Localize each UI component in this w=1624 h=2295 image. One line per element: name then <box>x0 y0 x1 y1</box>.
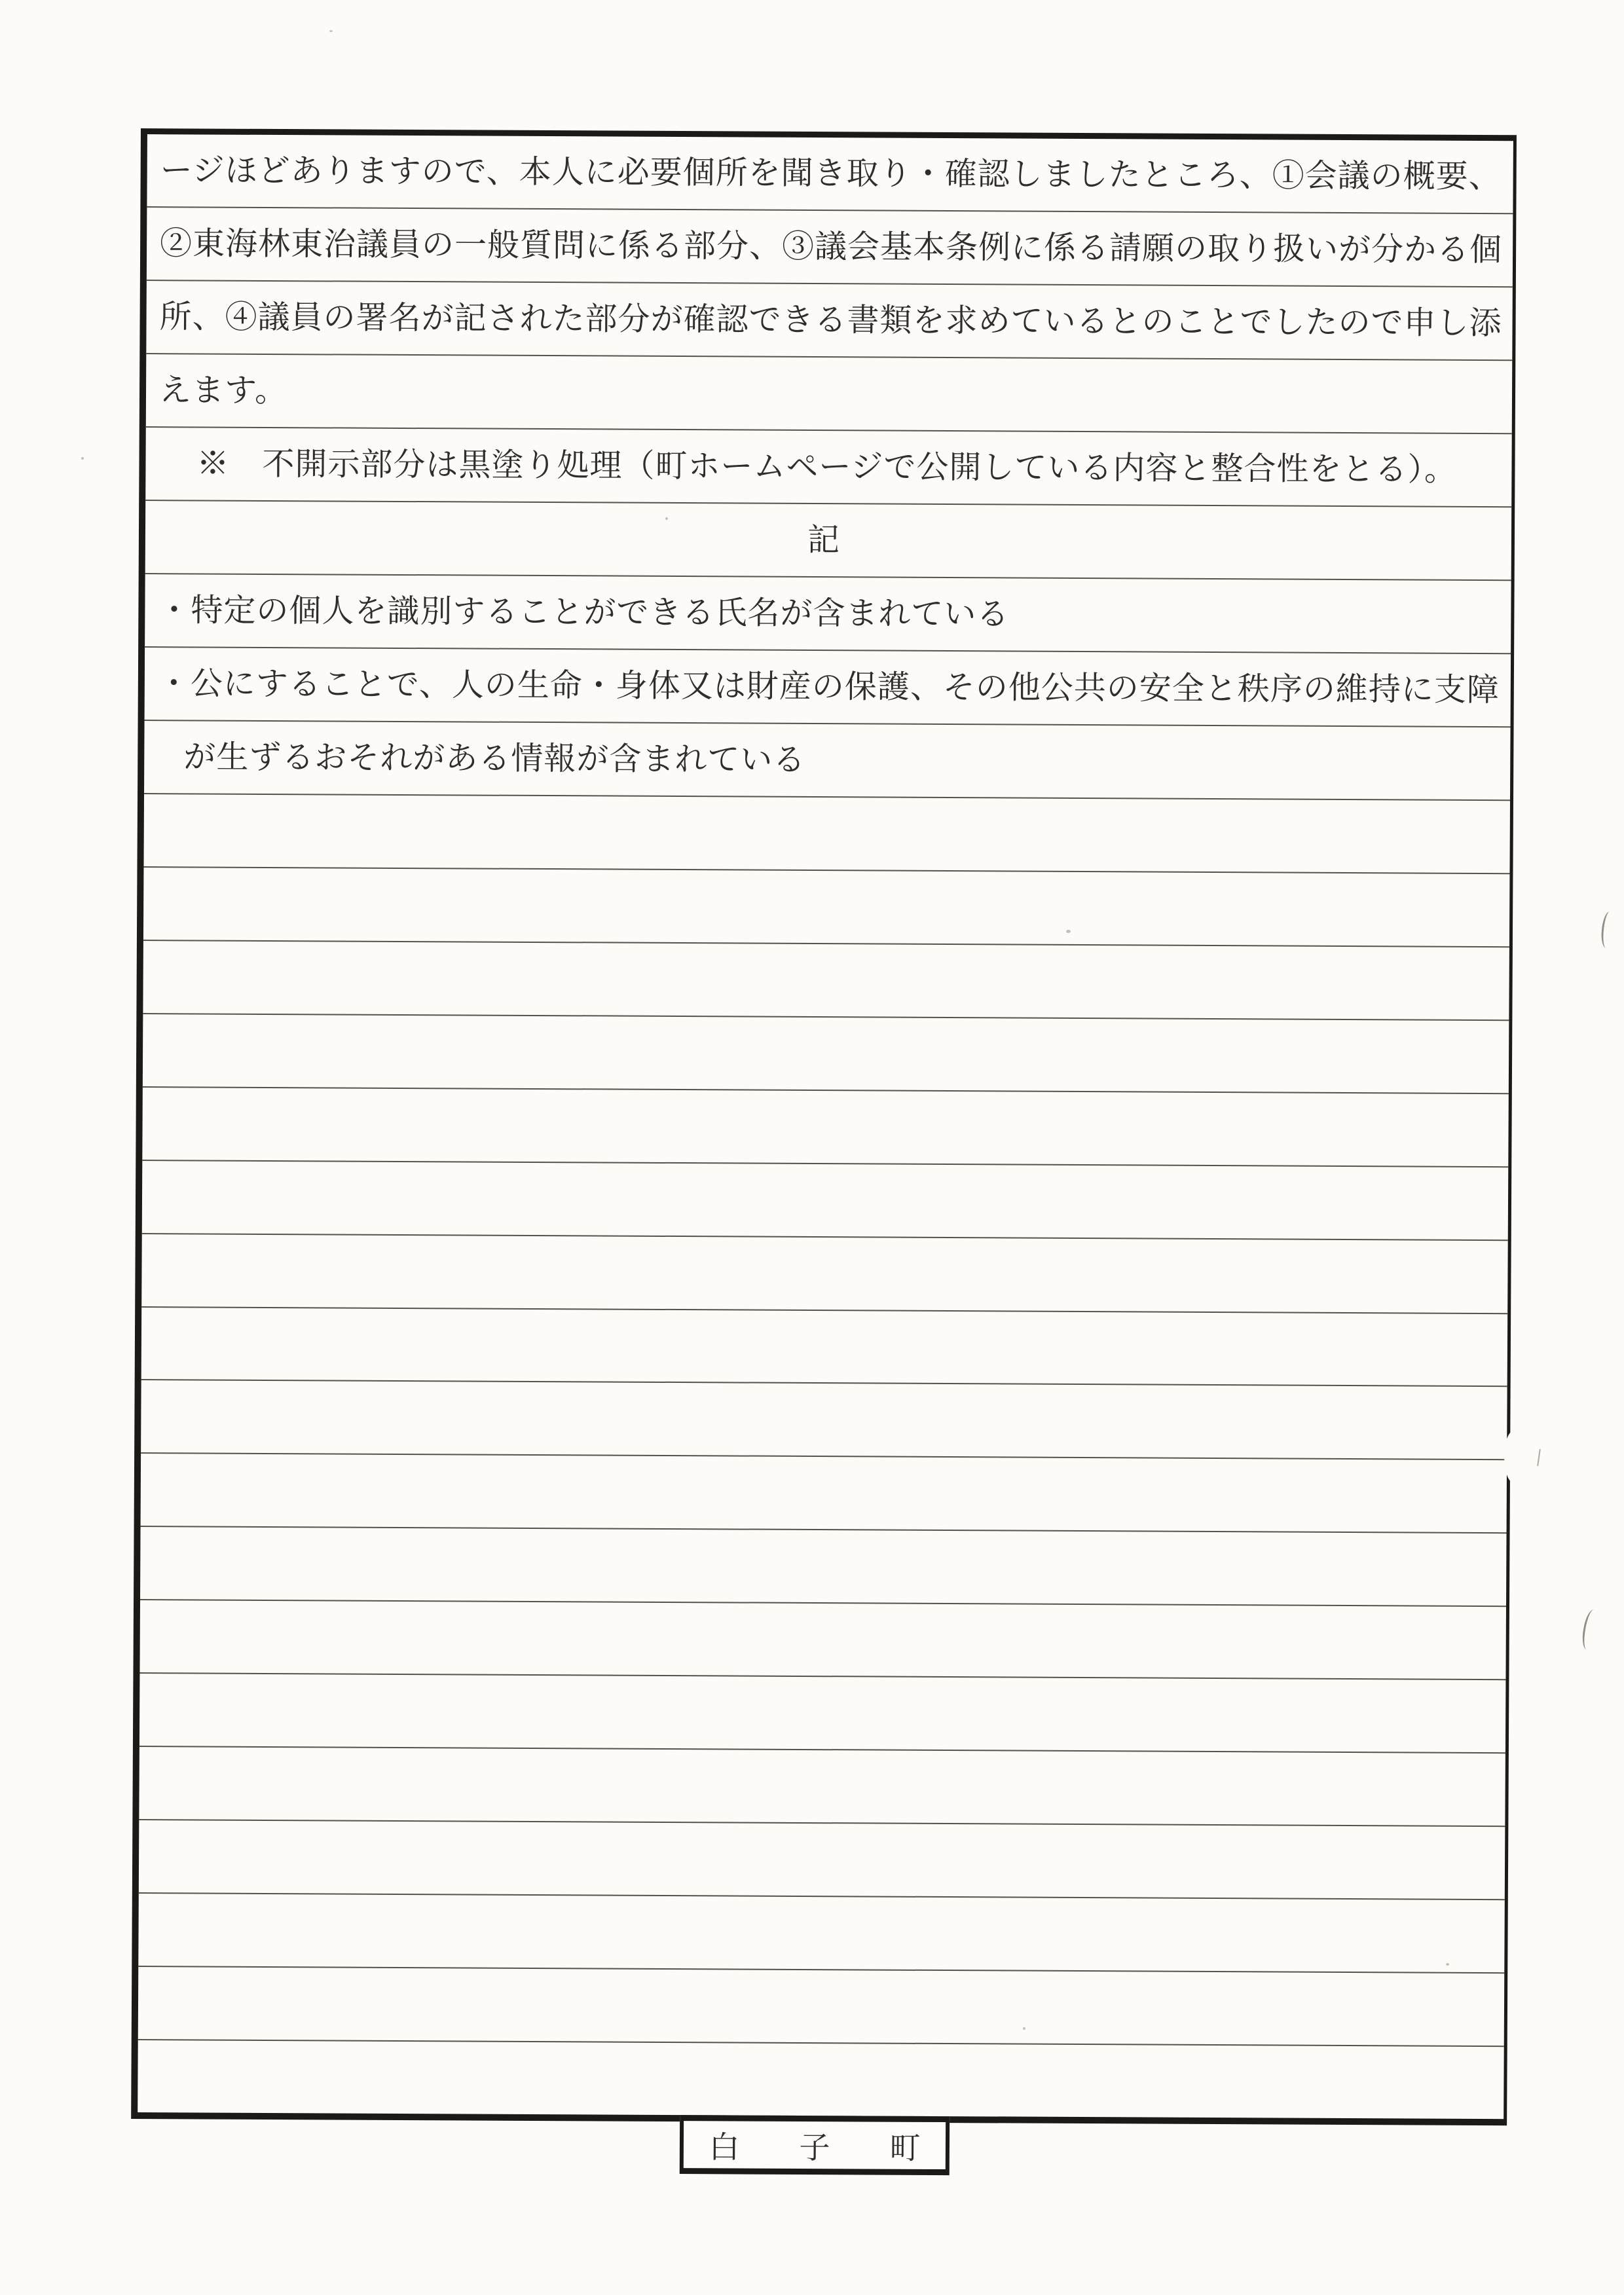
table-row-blank <box>138 2040 1504 2119</box>
table-row-blank <box>139 1747 1505 1827</box>
table-row-blank <box>141 1234 1508 1314</box>
table-row-heading-ki <box>145 501 1512 581</box>
scan-speck <box>1066 930 1071 933</box>
row-text: が生ずるおそれがある情報が含まれている <box>183 738 806 778</box>
town-name-box <box>680 2115 950 2175</box>
table-row-blank <box>141 1308 1508 1387</box>
table-row-blank <box>139 1820 1505 1900</box>
ruled-table <box>131 128 1517 2125</box>
table-row-text <box>146 281 1513 361</box>
table-row-blank <box>142 1088 1509 1167</box>
town-name-label: 白 子 町 <box>709 2130 935 2166</box>
scan-artifact-tick <box>1537 1449 1541 1466</box>
document-sheet <box>131 128 1517 2166</box>
row-text: ージほどありますので、本人に必要個所を聞き取り・確認しましたところ、①会議の概要、 <box>160 151 1502 194</box>
table-row-blank <box>143 1014 1509 1094</box>
scan-speck <box>329 30 333 32</box>
table-row-bullet <box>145 574 1511 654</box>
row-text: ※ 不開示部分は黒塗り処理（町ホームページで公開している内容と整合性をとる）。 <box>196 445 1458 488</box>
table-row-text <box>146 354 1513 434</box>
row-text: ・公にすることで、人の生命・身体又は財産の保護、その他公共の安全と秩序の維持に支障 <box>157 665 1500 708</box>
table-row-blank <box>141 1380 1507 1460</box>
table-row-text <box>147 134 1513 214</box>
table-row-text <box>147 208 1513 287</box>
scan-speck <box>81 457 84 460</box>
row-text: えます。 <box>158 371 288 409</box>
row-text: 記 <box>807 521 841 558</box>
scan-artifact-notch <box>1504 1431 1524 1483</box>
scan-artifact-arc <box>1600 911 1616 949</box>
row-text: ②東海林東治議員の一般質問に係る部分、③議会基本条例に係る請願の取り扱いが分かる個 <box>160 225 1503 268</box>
table-row-blank <box>139 1600 1506 1680</box>
scan-artifact-arc <box>1580 1609 1600 1651</box>
scan-speck <box>1023 2027 1025 2030</box>
scan-speck <box>665 517 668 520</box>
table-row-bullet <box>145 648 1511 727</box>
table-row-blank <box>142 1161 1509 1241</box>
table-row-note <box>145 428 1512 507</box>
table-row-blank <box>138 1894 1505 1974</box>
table-row-blank <box>141 1454 1507 1533</box>
table-row-blank <box>140 1527 1507 1607</box>
table-row-blank <box>139 1674 1506 1753</box>
row-text: 所、④議員の署名が記された部分が確認できる書類を求めているとのことでしたので申し添 <box>159 298 1502 341</box>
row-text: ・特定の個人を識別することができる氏名が含まれている <box>158 591 1010 633</box>
table-row-blank <box>138 1967 1505 2047</box>
table-row-blank <box>143 868 1510 947</box>
table-row-text <box>144 721 1511 801</box>
scan-speck <box>1446 1963 1449 1966</box>
table-row-blank <box>143 941 1509 1021</box>
table-row-blank <box>143 794 1510 874</box>
